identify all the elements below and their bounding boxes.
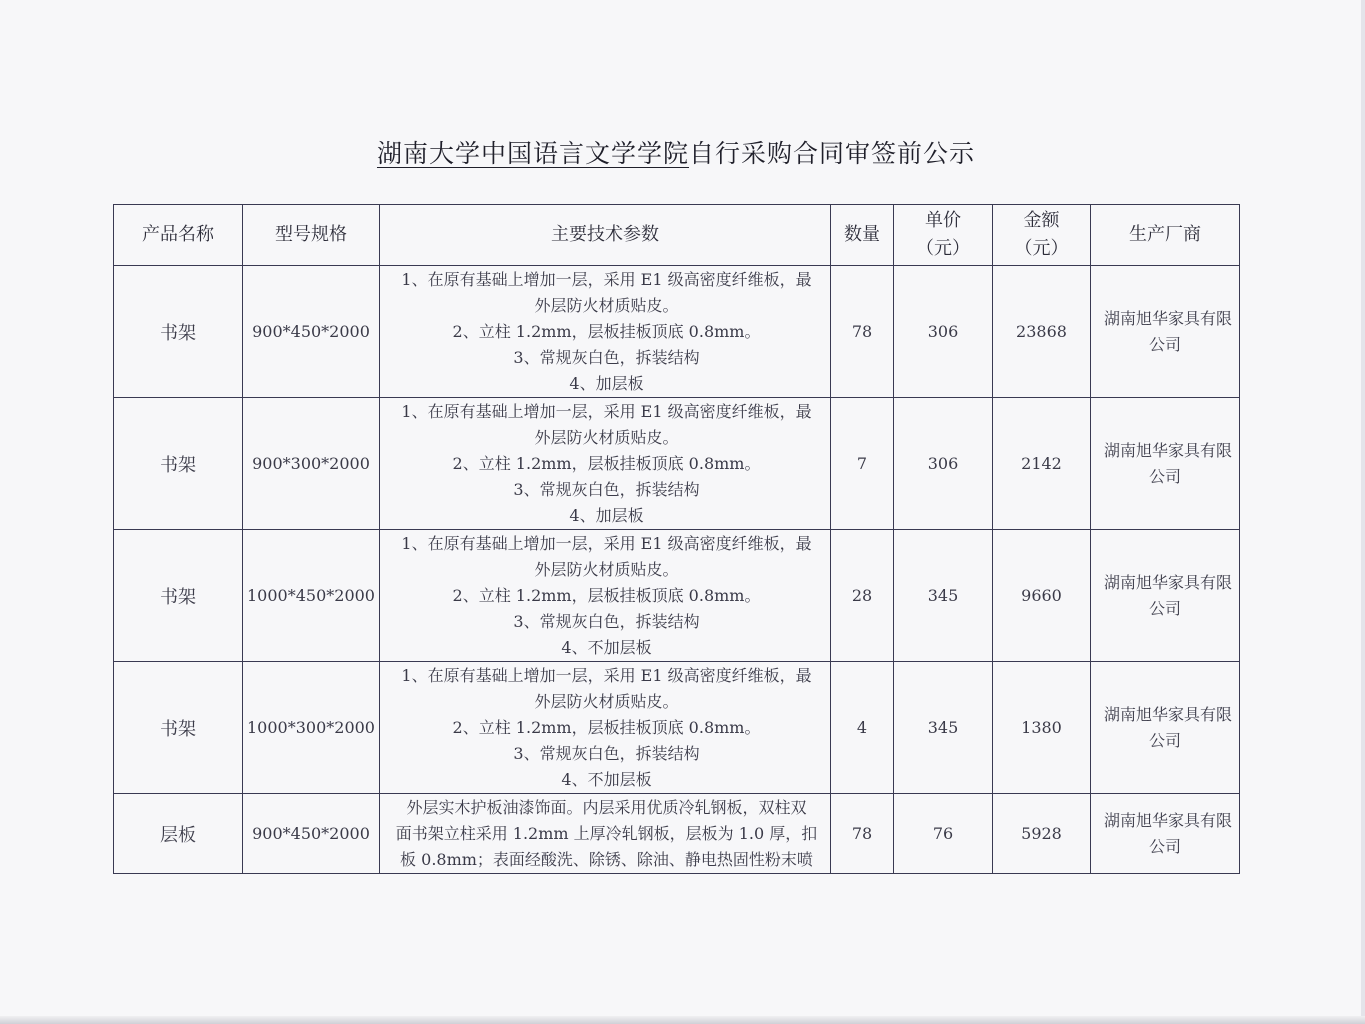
cell-amount: 1380 [993, 662, 1091, 794]
table-row [114, 662, 1240, 794]
manufacturer-line: 湖南旭华家具有限 [1103, 308, 1232, 328]
param-line: 4、加层板 [569, 374, 644, 393]
param-line: 外层防火材质贴皮。 [534, 692, 679, 711]
param-line: 外层防火材质贴皮。 [534, 560, 679, 579]
manufacturer-line: 公司 [1148, 598, 1181, 618]
manufacturer-line: 公司 [1148, 730, 1181, 750]
param-line: 1、在原有基础上增加一层，采用 E1 级高密度纤维板，最 [401, 270, 812, 289]
page-title-rest: 自行采购合同审签前公示 [689, 139, 976, 168]
header-quantity: 数量 [831, 205, 894, 266]
cell-manufacturer [1091, 398, 1240, 530]
cell-quantity: 78 [831, 266, 894, 398]
cell-quantity: 28 [831, 530, 894, 662]
cell-model: 1000*300*2000 [243, 662, 380, 794]
manufacturer-line: 公司 [1148, 334, 1181, 354]
cell-unit-price: 345 [894, 530, 993, 662]
param-line: 1、在原有基础上增加一层，采用 E1 级高密度纤维板，最 [401, 534, 812, 553]
param-line: 3、常规灰白色，拆装结构 [513, 612, 700, 631]
manufacturer-line: 湖南旭华家具有限 [1103, 810, 1232, 830]
manufacturer-line: 湖南旭华家具有限 [1103, 440, 1232, 460]
cell-quantity: 4 [831, 662, 894, 794]
param-line: 外层防火材质贴皮。 [534, 296, 679, 315]
param-line: 1、在原有基础上增加一层，采用 E1 级高密度纤维板，最 [401, 402, 812, 421]
table-row [114, 266, 1240, 398]
header-amount-unit: （元） [1014, 238, 1069, 259]
cell-model: 900*450*2000 [243, 266, 380, 398]
param-line: 3、常规灰白色，拆装结构 [513, 480, 700, 499]
cell-params [380, 794, 831, 874]
param-line: 面书架立柱采用 1.2mm 上厚冷轧钢板，层板为 1.0 厚，扣 [395, 824, 818, 843]
page-title [0, 134, 1352, 170]
cell-unit-price: 306 [894, 266, 993, 398]
header-unit-price-unit: （元） [916, 238, 970, 259]
cell-unit-price: 345 [894, 662, 993, 794]
param-line: 4、加层板 [569, 506, 644, 525]
param-line: 外层实木护板油漆饰面。内层采用优质冷轧钢板，双柱双 [406, 798, 807, 817]
cell-params [380, 398, 831, 530]
cell-amount: 2142 [993, 398, 1091, 530]
table-row [114, 398, 1240, 530]
cell-product-name: 书架 [114, 398, 243, 530]
param-line: 4、不加层板 [561, 638, 652, 657]
cell-product-name: 书架 [114, 266, 243, 398]
cell-product-name: 书架 [114, 530, 243, 662]
header-model: 型号规格 [243, 205, 380, 266]
cell-unit-price: 306 [894, 398, 993, 530]
param-line: 3、常规灰白色，拆装结构 [513, 348, 700, 367]
header-params: 主要技术参数 [380, 205, 831, 266]
page-title-underlined: 湖南大学中国语言文学学院 [376, 139, 689, 168]
table-row [114, 794, 1240, 874]
cell-model: 900*450*2000 [243, 794, 380, 874]
cell-params [380, 266, 831, 398]
cell-amount: 9660 [993, 530, 1091, 662]
header-amount [993, 205, 1091, 266]
manufacturer-line: 公司 [1148, 466, 1181, 486]
cell-manufacturer [1091, 794, 1240, 874]
cell-manufacturer [1091, 662, 1240, 794]
header-amount-label: 金额 [1023, 210, 1060, 231]
cell-params [380, 530, 831, 662]
header-unit-price [894, 205, 993, 266]
procurement-table [113, 204, 1240, 874]
cell-model: 900*300*2000 [243, 398, 380, 530]
manufacturer-line: 湖南旭华家具有限 [1103, 704, 1232, 724]
cell-amount: 23868 [993, 266, 1091, 398]
header-manufacturer: 生产厂商 [1091, 205, 1240, 266]
manufacturer-line: 公司 [1148, 836, 1181, 856]
param-line: 2、立柱 1.2mm，层板挂板顶底 0.8mm。 [452, 454, 761, 473]
cell-unit-price: 76 [894, 794, 993, 874]
header-unit-price-label: 单价 [925, 210, 961, 231]
cell-model: 1000*450*2000 [243, 530, 380, 662]
cell-product-name: 书架 [114, 662, 243, 794]
scan-edge-bottom [0, 1016, 1365, 1024]
cell-quantity: 7 [831, 398, 894, 530]
cell-quantity: 78 [831, 794, 894, 874]
cell-manufacturer [1091, 530, 1240, 662]
cell-manufacturer [1091, 266, 1240, 398]
header-product-name: 产品名称 [114, 205, 243, 266]
cell-product-name: 层板 [114, 794, 243, 874]
cell-params [380, 662, 831, 794]
param-line: 1、在原有基础上增加一层，采用 E1 级高密度纤维板，最 [401, 666, 812, 685]
cell-amount: 5928 [993, 794, 1091, 874]
param-line: 板 0.8mm；表面经酸洗、除锈、除油、静电热固性粉末喷 [400, 850, 813, 869]
param-line: 2、立柱 1.2mm，层板挂板顶底 0.8mm。 [452, 322, 761, 341]
scan-edge-right [1361, 0, 1365, 1024]
param-line: 4、不加层板 [561, 770, 652, 789]
param-line: 2、立柱 1.2mm，层板挂板顶底 0.8mm。 [452, 718, 761, 737]
table-row [114, 530, 1240, 662]
param-line: 外层防火材质贴皮。 [534, 428, 679, 447]
table-header-row [114, 205, 1240, 266]
manufacturer-line: 湖南旭华家具有限 [1103, 572, 1232, 592]
param-line: 2、立柱 1.2mm，层板挂板顶底 0.8mm。 [452, 586, 761, 605]
param-line: 3、常规灰白色，拆装结构 [513, 744, 700, 763]
